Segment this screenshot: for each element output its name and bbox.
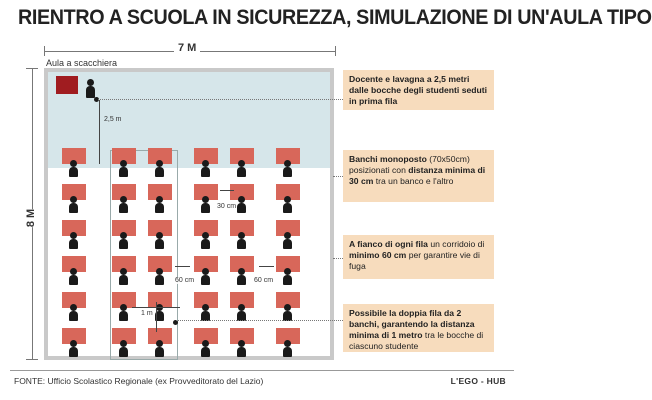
student-desk <box>276 256 300 288</box>
student-desk <box>194 184 218 216</box>
teacher-distance-label: 2,5 m <box>104 116 122 123</box>
note1-connector <box>98 99 343 100</box>
student-desk <box>112 184 136 216</box>
student-desk <box>276 220 300 252</box>
student-desk <box>148 292 172 324</box>
room-height-label: 8 M <box>21 209 41 227</box>
student-desk <box>62 220 86 252</box>
student-desk <box>62 256 86 288</box>
note2-connector <box>333 176 343 177</box>
student-desk <box>148 220 172 252</box>
student-desk <box>148 256 172 288</box>
student-desk <box>230 184 254 216</box>
note-desks: Banchi monoposto (70x50cm) posizionati con distanza minima di 30 cm tra un banco e l'altro <box>343 150 494 202</box>
footer-divider <box>10 370 514 371</box>
student-desk <box>194 148 218 180</box>
student-desk <box>230 148 254 180</box>
blackboard <box>56 76 78 94</box>
student-desk <box>62 292 86 324</box>
classroom-floorplan <box>44 68 334 360</box>
corridor-left-label: 60 cm <box>175 277 195 284</box>
student-desk <box>112 220 136 252</box>
room-width-label: 7 M <box>174 42 200 54</box>
corridor-right-label: 60 cm <box>254 277 274 284</box>
student-desk <box>148 184 172 216</box>
layout-label: Aula a scacchiera <box>46 58 118 68</box>
student-desk <box>148 148 172 180</box>
note-teacher: Docente e lavagna a 2,5 metri dalle bocche degli studenti seduti in prima fila <box>343 70 494 110</box>
student-desk <box>112 256 136 288</box>
student-desk <box>276 148 300 180</box>
brand-logo: L'EGO - HUB <box>450 376 506 386</box>
corridor-left-line <box>175 266 190 267</box>
student-desk <box>230 256 254 288</box>
corridor-right-line <box>259 266 274 267</box>
student-desk <box>112 292 136 324</box>
desk-gap-label: 30 cm <box>217 203 237 210</box>
student-desk <box>112 148 136 180</box>
desk-gap-line <box>220 190 234 191</box>
note4-connector <box>176 320 343 321</box>
student-desk <box>276 184 300 216</box>
student-desk <box>276 328 300 360</box>
infographic-title: RIENTRO A SCUOLA IN SICUREZZA, SIMULAZIONE DI UN'AULA TIPO <box>18 6 652 29</box>
pair-distance-label: 1 m <box>141 310 153 317</box>
student-desk <box>112 328 136 360</box>
note3-connector <box>333 258 343 259</box>
student-desk <box>194 256 218 288</box>
pair-distance-line-h <box>132 307 180 308</box>
student-desk <box>230 328 254 360</box>
student-desk <box>62 148 86 180</box>
student-desk <box>62 184 86 216</box>
note-corridor: A fianco di ogni fila un corridoio di minimo 60 cm per garantire vie di fuga <box>343 235 494 279</box>
source-credit: FONTE: Ufficio Scolastico Regionale (ex Provveditorato del Lazio) <box>14 376 264 386</box>
student-desk <box>194 220 218 252</box>
teacher-distance-line <box>99 100 100 164</box>
student-desk <box>62 328 86 360</box>
student-desk <box>194 328 218 360</box>
note-double-row: Possibile la doppia fila da 2 banchi, garantendo la distanza minima di 1 metro tra le bocche di ciascuno studente <box>343 304 494 352</box>
student-desk <box>148 328 172 360</box>
student-desk <box>230 220 254 252</box>
